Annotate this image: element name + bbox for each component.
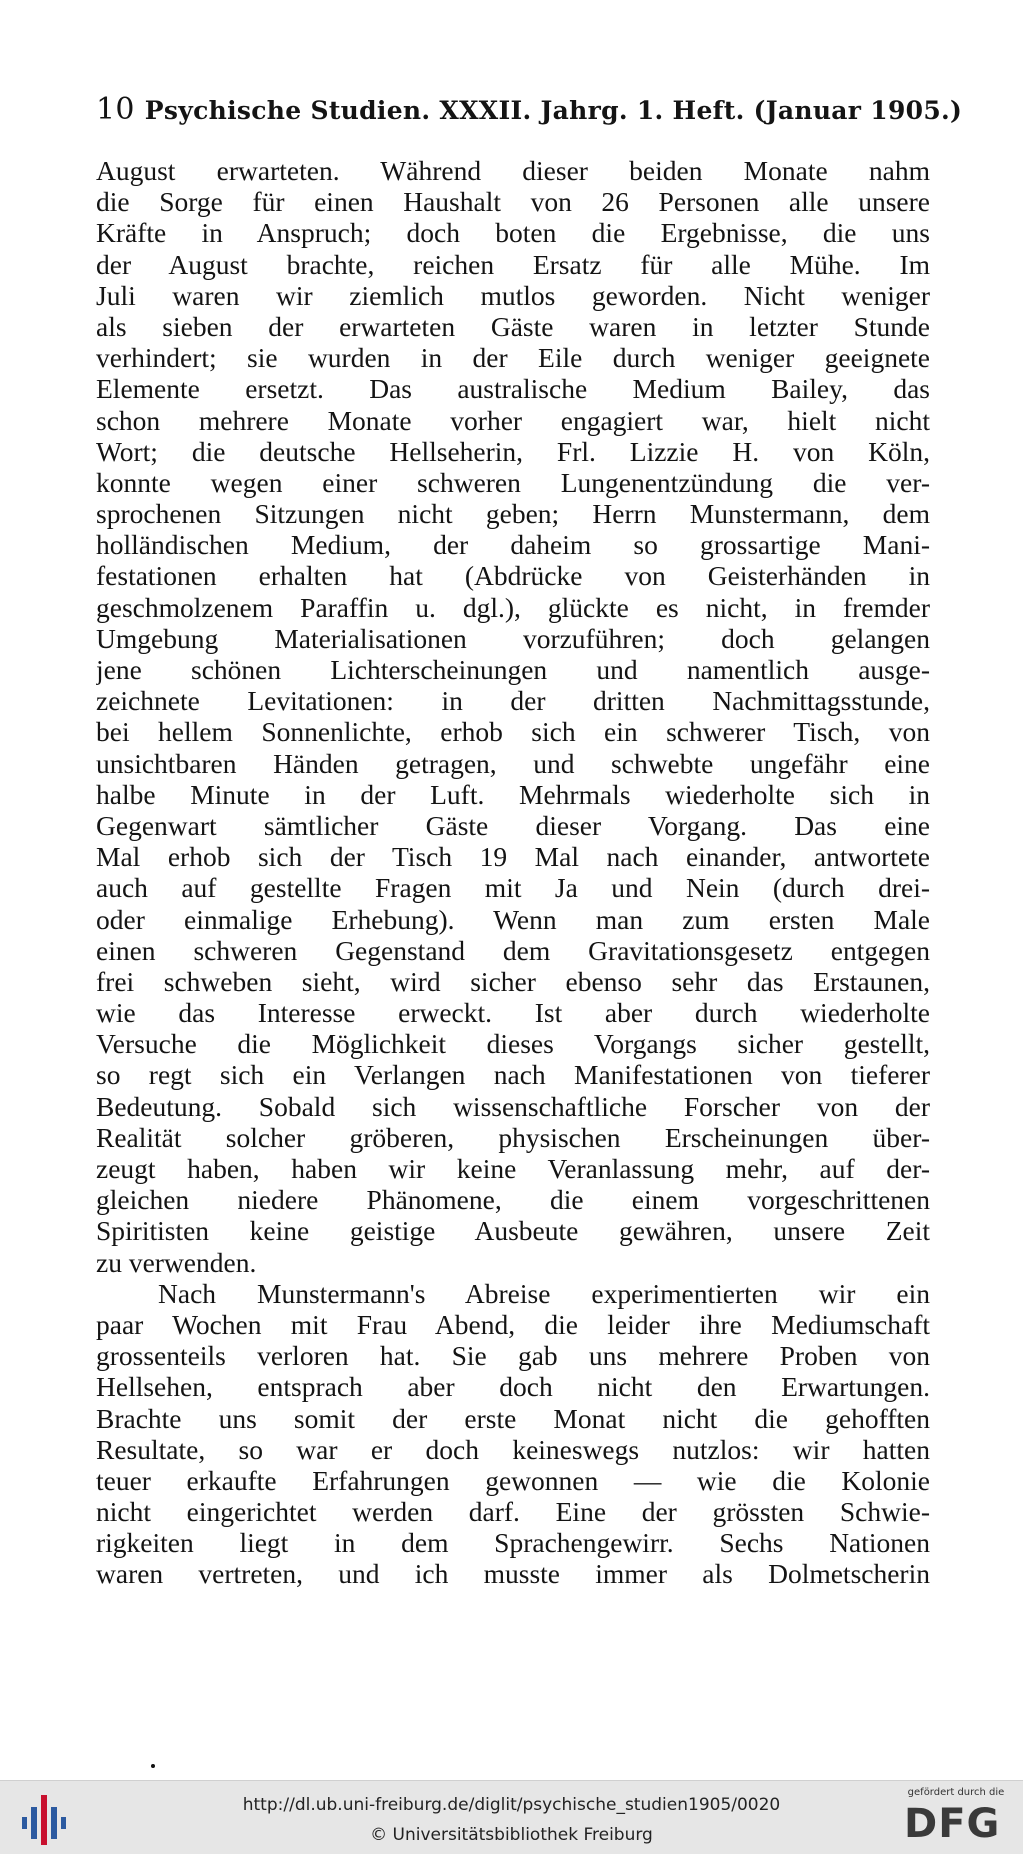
viewer-footer	[0, 1780, 1023, 1854]
text-line: bei hellem Sonnenlichte, erhob sich ein schwerer Tisch, von	[96, 716, 930, 748]
text-line: geschmolzenem Paraffin u. dgl.), glückte es nicht, in fremder	[96, 591, 930, 623]
text-line: frei schweben sieht, wird sicher ebenso sehr das Erstaunen,	[96, 965, 930, 997]
permalink-url[interactable]: http://dl.ub.uni-freiburg.de/diglit/psychische_studien1905/0020	[242, 1795, 781, 1815]
text-line: Realität solcher gröberen, physischen Erscheinungen über-	[96, 1121, 930, 1153]
text-line: einen schweren Gegenstand dem Gravitationsgesetz entgegen	[96, 934, 930, 966]
text-line: Gegenwart sämtlicher Gäste dieser Vorgang. Das eine	[96, 809, 930, 841]
text-line: als sieben der erwarteten Gäste waren in letzter Stunde	[96, 310, 930, 342]
text-line: grossenteils verloren hat. Sie gab uns mehrere Proben von	[96, 1340, 930, 1372]
dfg-logo-text: DFG	[904, 1801, 1001, 1847]
text-line: halbe Minute in der Luft. Mehrmals wiederholte sich in	[96, 778, 930, 810]
paragraph-start-line: Nach Munstermann's Abreise experimentierten wir ein	[158, 1277, 930, 1309]
text-line: holländischen Medium, der daheim so grossartige Mani-	[96, 529, 930, 561]
text-line: August erwarteten. Während dieser beiden Monate nahm	[96, 155, 930, 186]
paragraph-end-line: zu verwenden.	[96, 1246, 257, 1278]
text-line: gleichen niedere Phänomene, die einem vorgeschrittenen	[96, 1184, 930, 1216]
text-line: so regt sich ein Verlangen nach Manifestationen von tieferer	[96, 1059, 930, 1091]
text-line: unsichtbaren Händen getragen, und schwebte ungefähr eine	[96, 747, 930, 779]
text-line: Versuche die Möglichkeit dieses Vorgangs sicher gestellt,	[96, 1028, 930, 1060]
text-line: die Sorge für einen Haushalt von 26 Personen alle unsere	[96, 186, 930, 218]
dfg-logo	[898, 1787, 1014, 1849]
body-text	[96, 155, 930, 1590]
page-number: 10	[96, 92, 135, 127]
text-line: Kräfte in Anspruch; doch boten die Ergebnisse, die uns	[96, 217, 930, 249]
running-title: Psychische Studien. XXXII. Jahrg. 1. Heft. (Januar 1905.)	[144, 96, 963, 125]
text-line: Mal erhob sich der Tisch 19 Mal nach einander, antwortete	[96, 841, 930, 873]
text-line: zeugt haben, haben wir keine Veranlassung mehr, auf der-	[96, 1153, 930, 1184]
text-line: waren vertreten, und ich musste immer als Dolmetscherin	[96, 1558, 930, 1590]
text-line: Elemente ersetzt. Das australische Medium Bailey, das	[96, 373, 930, 405]
text-line: Spiritisten keine geistige Ausbeute gewähren, unsere Zeit	[96, 1215, 930, 1247]
text-line: wie das Interesse erweckt. Ist aber durch wiederholte	[96, 997, 930, 1029]
text-line: Resultate, so war er doch keineswegs nutzlos: wir hatten	[96, 1433, 930, 1465]
text-line: oder einmalige Erhebung). Wenn man zum ersten Male	[96, 903, 930, 935]
text-line: sprochenen Sitzungen nicht geben; Herrn Munstermann, dem	[96, 498, 930, 530]
text-line: Bedeutung. Sobald sich wissenschaftliche Forscher von der	[96, 1090, 930, 1122]
text-line: auch auf gestellte Fragen mit Ja und Nein (durch drei-	[96, 872, 930, 904]
text-line: schon mehrere Monate vorher engagiert war, hielt nicht	[96, 404, 930, 436]
text-line: Hellsehen, entsprach aber doch nicht den Erwartungen.	[96, 1371, 930, 1403]
copyright-notice: © Universitätsbibliothek Freiburg	[370, 1825, 653, 1845]
text-line: Wort; die deutsche Hellseherin, Frl. Lizzie H. von Köln,	[96, 435, 930, 467]
text-line: paar Wochen mit Frau Abend, die leider ihre Mediumschaft	[96, 1308, 930, 1340]
text-line: verhindert; sie wurden in der Eile durch weniger geeignete	[96, 342, 930, 374]
text-line: Juli waren wir ziemlich mutlos geworden. Nicht weniger	[96, 279, 930, 311]
running-head	[96, 92, 963, 127]
text-line: teuer erkaufte Erfahrungen gewonnen — wie die Kolonie	[96, 1464, 930, 1496]
text-line: der August brachte, reichen Ersatz für alle Mühe. Im	[96, 248, 930, 280]
ink-speck	[151, 1764, 155, 1768]
text-line: jene schönen Lichterscheinungen und namentlich ausge-	[96, 654, 930, 685]
text-line: nicht eingerichtet werden darf. Eine der grössten Schwie-	[96, 1496, 930, 1528]
text-line: rigkeiten liegt in dem Sprachengewirr. Sechs Nationen	[96, 1527, 930, 1559]
dfg-tagline: gefördert durch die	[907, 1787, 1005, 1798]
text-line: konnte wegen einer schweren Lungenentzündung die ver-	[96, 466, 930, 498]
text-line: zeichnete Levitationen: in der dritten Nachmittagsstunde,	[96, 685, 930, 717]
text-line: Umgebung Materialisationen vorzuführen; doch gelangen	[96, 622, 930, 654]
text-line: Brachte uns somit der erste Monat nicht die gehofften	[96, 1402, 930, 1434]
text-line: festationen erhalten hat (Abdrücke von Geisterhänden in	[96, 560, 930, 592]
